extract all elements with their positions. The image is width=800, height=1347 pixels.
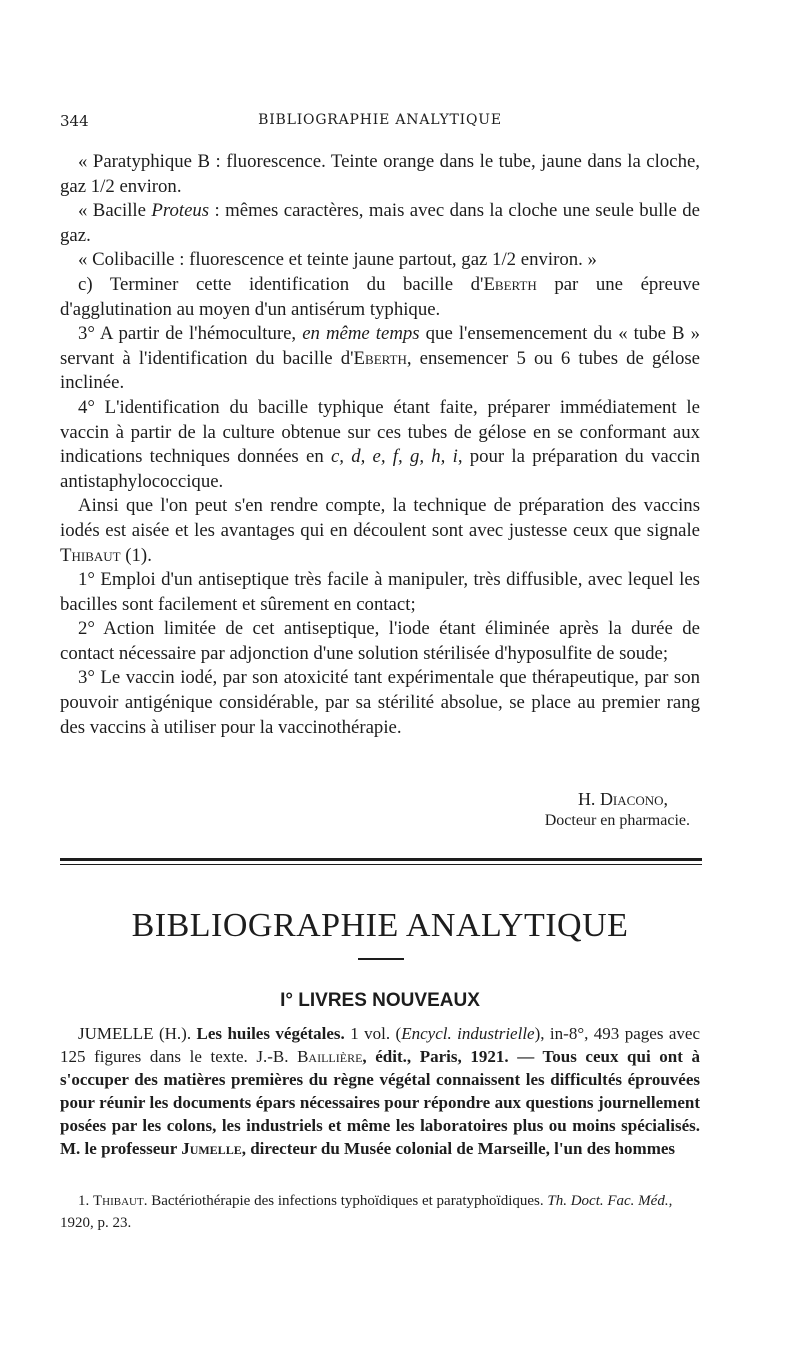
paragraph: 3° Le vaccin iodé, par son atoxicité tant expérimentale que thérapeutique, par son pouvoir antigénique considérable, par sa stérilité absolue, se place au premier rang des vaccins à utiliser pour la vaccinothérapie. (60, 667, 700, 738)
text-run: H. (577, 789, 600, 809)
paragraph: « Colibacille : fluorescence et teinte jaune partout, gaz 1/2 environ. » (78, 249, 597, 271)
text-run-bold: , directeur du Musée colonial de Marseille, l'un des hommes (241, 1139, 676, 1158)
paragraph: « Paratyphique B : fluorescence. Teinte orange dans le tube, jaune dans la cloche, gaz 1/2 environ. (60, 151, 700, 197)
text-run: 3° A partir de l'hémoculture, (78, 323, 303, 345)
italic-text: Encycl. industrielle (401, 1024, 535, 1043)
text-run-bold: , édit., Paris, 1921. — Tous ceux qui ont à s'occuper des matières premières du règne végétal connaissent les difficultés éprouvées pour réunir les documents épars nécessaires pour répondre aux questions journellement posées par les colons, les industriels et même les laboratoires plus ou moins spécialisés. M. le professeur (60, 1047, 700, 1158)
italic-text: Th. Doct. Fac. Méd. (547, 1193, 669, 1209)
small-caps-name: Thibaut (60, 544, 121, 566)
paragraph: 1° Emploi d'un antiseptique très facile à manipuler, très diffusible, avec lequel les bacilles sont facilement et sûrement en contact; (60, 569, 700, 615)
text-run: , (663, 789, 668, 809)
small-caps-name: Eberth (353, 347, 407, 369)
text-run: , pour la préparation du vaccin antistaphylococcique. (60, 446, 700, 492)
title-underline (358, 958, 404, 960)
paragraph (60, 494, 700, 568)
book-review-entry (60, 1022, 700, 1160)
section-subtitle: I° LIVRES NOUVEAUX (280, 990, 480, 1011)
small-caps-name: Baillière (297, 1047, 363, 1066)
italic-text: c, d, e, f, g, h, i (330, 446, 458, 468)
text-run: , ensemencer 5 ou 6 tubes de gélose inclinée. (60, 347, 700, 394)
italic-text: Proteus (151, 200, 210, 222)
section-divider (60, 858, 702, 861)
text-run: : mêmes caractères, mais avec dans la cloche une seule bulle de gaz. (60, 200, 700, 246)
small-caps-name: Eberth (483, 273, 537, 295)
text-run: . (147, 544, 152, 566)
text-run: ), in-8°, 493 pages avec 125 figures dans le texte. J.-B. (60, 1024, 701, 1066)
page-number: 344 (60, 112, 89, 130)
book-title: Les huiles végétales. (196, 1024, 345, 1043)
text-run: JUMELLE (H.). (78, 1024, 197, 1043)
footnote-ref[interactable]: (1) (125, 544, 148, 566)
text-run: . Bactériothérapie des infections typhoïdiques et paratyphoïdiques. (143, 1193, 548, 1209)
paragraph: 2° Action limitée de cet antiseptique, l'iode étant éliminée après la durée de contact nécessaire par adjonction d'une solution stérilisée d'hyposulfite de soude; (60, 618, 700, 664)
text-run: « Bacille (78, 200, 152, 222)
text-run: c) Terminer cette identification du bacille d' (78, 273, 484, 295)
text-run: 1 vol. ( (344, 1024, 402, 1043)
small-caps-name: Diacono (599, 789, 664, 809)
paragraph (60, 322, 700, 396)
text-run: que l'ensemencement du « tube B » servant à l'identification du bacille d' (60, 323, 701, 369)
author-name (60, 788, 700, 810)
footnote-number: 1. (78, 1193, 93, 1209)
paragraph (60, 199, 700, 248)
section-title: BIBLIOGRAPHIE ANALYTIQUE (131, 907, 629, 944)
small-caps-name: Thibaut (93, 1193, 144, 1209)
author-title: Docteur en pharmacie. (544, 812, 690, 829)
small-caps-name: Jumelle (181, 1139, 242, 1158)
paragraph (60, 273, 700, 322)
section-divider-thin (60, 864, 702, 865)
text-run: par une épreuve d'agglutination au moyen d'un antisérum typhique. (60, 273, 700, 320)
paragraph (60, 396, 700, 494)
text-run: , 1920, p. 23. (60, 1193, 673, 1231)
footnote-text (60, 1190, 700, 1234)
text-run: 4° L'identification du bacille typhique étant faite, préparer immédiatement le vaccin à partir de la culture obtenue sur ces tubes de gélose en se conformant aux indications techniques données en (60, 396, 700, 468)
page-header (60, 112, 700, 136)
paragraph (60, 1022, 700, 1160)
italic-text: en même temps (302, 323, 420, 345)
article-body (60, 150, 700, 740)
signature (60, 788, 700, 832)
text-run: Ainsi que l'on peut s'en rendre compte, la technique de préparation des vaccins iodés est aisée et les avantages qui en découlent sont avec justesse ceux que signale (60, 495, 700, 541)
running-title: BIBLIOGRAPHIE ANALYTIQUE (258, 112, 502, 128)
footnote (60, 1190, 700, 1234)
